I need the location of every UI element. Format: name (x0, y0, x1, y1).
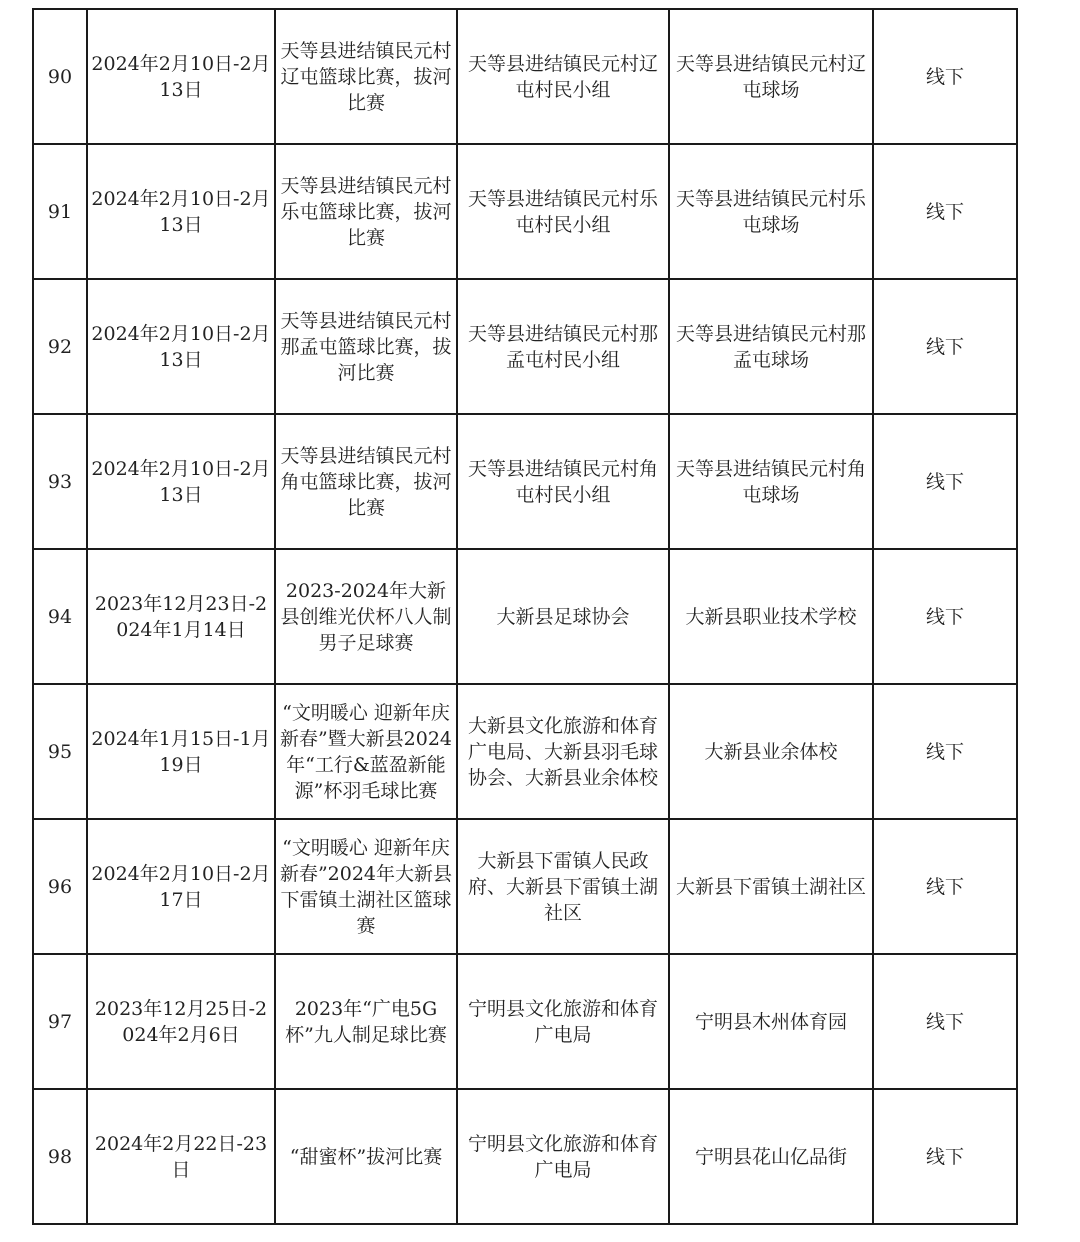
table-row (33, 684, 1017, 819)
table-row (33, 279, 1017, 414)
event-name: 2023年“广电5G杯”九人制足球比赛 (275, 954, 457, 1089)
table-row (33, 414, 1017, 549)
event-date: 2024年2月10日-2月13日 (87, 279, 275, 414)
event-venue: 宁明县木州体育园 (669, 954, 873, 1089)
table-row (33, 9, 1017, 144)
event-venue: 大新县业余体校 (669, 684, 873, 819)
event-name: “文明暖心 迎新年庆新春”2024年大新县下雷镇土湖社区篮球赛 (275, 819, 457, 954)
event-venue: 天等县进结镇民元村角屯球场 (669, 414, 873, 549)
event-organizer: 大新县足球协会 (457, 549, 669, 684)
event-name: 天等县进结镇民元村角屯篮球比赛，拔河比赛 (275, 414, 457, 549)
event-organizer: 天等县进结镇民元村乐屯村民小组 (457, 144, 669, 279)
event-organizer: 天等县进结镇民元村那孟屯村民小组 (457, 279, 669, 414)
event-name: “甜蜜杯”拔河比赛 (275, 1089, 457, 1224)
event-name: 天等县进结镇民元村辽屯篮球比赛，拔河比赛 (275, 9, 457, 144)
event-date: 2024年2月10日-2月17日 (87, 819, 275, 954)
event-organizer: 宁明县文化旅游和体育广电局 (457, 1089, 669, 1224)
event-venue: 天等县进结镇民元村乐屯球场 (669, 144, 873, 279)
event-mode: 线下 (873, 819, 1017, 954)
row-number: 94 (33, 549, 87, 684)
event-name: 天等县进结镇民元村乐屯篮球比赛，拔河比赛 (275, 144, 457, 279)
event-organizer: 宁明县文化旅游和体育广电局 (457, 954, 669, 1089)
table-row (33, 954, 1017, 1089)
event-mode: 线下 (873, 1089, 1017, 1224)
table-row (33, 549, 1017, 684)
row-number: 92 (33, 279, 87, 414)
event-mode: 线下 (873, 279, 1017, 414)
event-venue: 大新县职业技术学校 (669, 549, 873, 684)
event-mode: 线下 (873, 684, 1017, 819)
event-venue: 天等县进结镇民元村辽屯球场 (669, 9, 873, 144)
event-organizer: 大新县文化旅游和体育广电局、大新县羽毛球协会、大新县业余体校 (457, 684, 669, 819)
table-row (33, 144, 1017, 279)
event-mode: 线下 (873, 549, 1017, 684)
event-organizer: 大新县下雷镇人民政府、大新县下雷镇土湖社区 (457, 819, 669, 954)
row-number: 91 (33, 144, 87, 279)
event-mode: 线下 (873, 144, 1017, 279)
event-name: 天等县进结镇民元村那孟屯篮球比赛，拔河比赛 (275, 279, 457, 414)
event-organizer: 天等县进结镇民元村角屯村民小组 (457, 414, 669, 549)
table-row (33, 1089, 1017, 1224)
table-row (33, 819, 1017, 954)
row-number: 97 (33, 954, 87, 1089)
event-date: 2024年2月10日-2月13日 (87, 144, 275, 279)
row-number: 98 (33, 1089, 87, 1224)
row-number: 95 (33, 684, 87, 819)
event-date: 2023年12月23日-2024年1月14日 (87, 549, 275, 684)
event-name: 2023-2024年大新县创维光伏杯八人制男子足球赛 (275, 549, 457, 684)
event-date: 2024年1月15日-1月19日 (87, 684, 275, 819)
events-table-body (33, 9, 1017, 1224)
row-number: 96 (33, 819, 87, 954)
event-venue: 天等县进结镇民元村那孟屯球场 (669, 279, 873, 414)
events-table (32, 8, 1018, 1225)
row-number: 90 (33, 9, 87, 144)
event-date: 2024年2月10日-2月13日 (87, 9, 275, 144)
event-date: 2023年12月25日-2024年2月6日 (87, 954, 275, 1089)
event-mode: 线下 (873, 414, 1017, 549)
row-number: 93 (33, 414, 87, 549)
event-date: 2024年2月10日-2月13日 (87, 414, 275, 549)
event-mode: 线下 (873, 9, 1017, 144)
event-name: “文明暖心 迎新年庆新春”暨大新县2024年“工行&蓝盈新能源”杯羽毛球比赛 (275, 684, 457, 819)
event-venue: 宁明县花山亿品街 (669, 1089, 873, 1224)
event-venue: 大新县下雷镇土湖社区 (669, 819, 873, 954)
event-organizer: 天等县进结镇民元村辽屯村民小组 (457, 9, 669, 144)
event-mode: 线下 (873, 954, 1017, 1089)
event-date: 2024年2月22日-23日 (87, 1089, 275, 1224)
